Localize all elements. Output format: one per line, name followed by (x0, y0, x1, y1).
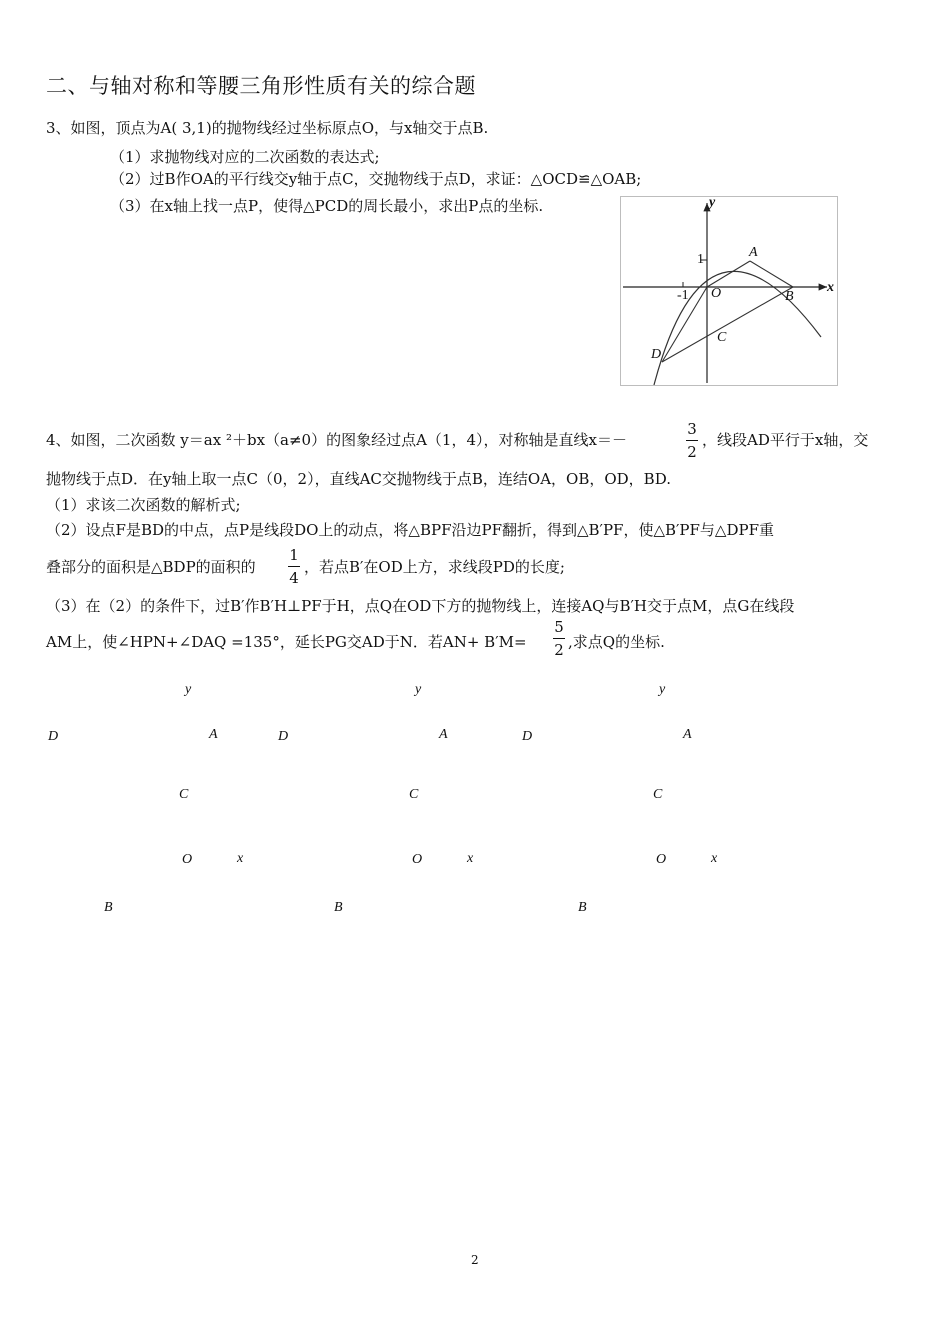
q4-fraction-5-2 (553, 618, 565, 659)
q4-fig3-a: A (683, 727, 692, 742)
section-title: 二、与轴对称和等腰三角形性质有关的综合题 (46, 74, 476, 98)
q4-fig1-o: O (182, 852, 193, 867)
q4-part3-a: （3）在（2）的条件下，过B′作B′H⊥PF于H，点Q在OD下方的抛物线上，连接AQ与B′H交于点M，点G在线段 (46, 597, 795, 615)
page-number: 2 (471, 1253, 479, 1267)
q4-frac2-num: 1 (289, 546, 299, 564)
q4-fig2-a: A (439, 727, 448, 742)
q4-fig3-o: O (656, 852, 667, 867)
q4-fig3-y: y (659, 682, 666, 697)
q4-part2-a: （2）设点F是BD的中点，点P是线段DO上的动点，将△BPF沿边PF翻折，得到△B′PF，使△B′PF与△DPF重 (46, 521, 774, 539)
q4-frac2-bar (288, 566, 300, 567)
q4-fig2-o: O (412, 852, 423, 867)
q3-label-a: A (749, 245, 758, 260)
q3-figure (620, 196, 838, 386)
q3-part2: （2）过B作OA的平行线交y轴于点C，交抛物线于点D，求证：△OCD≌△OAB; (110, 170, 642, 188)
q4-fig1-x: x (237, 851, 244, 866)
q4-fig3-d: D (522, 729, 533, 744)
q4-part1: （1）求该二次函数的解析式; (46, 496, 241, 514)
q4-fig3-c: C (653, 787, 663, 802)
q3-tick-label-neg1: -1 (677, 288, 689, 303)
q4-frac3-den: 2 (554, 641, 564, 659)
q4-fig2-d: D (278, 729, 289, 744)
q4-part2-b-a: 叠部分的面积是△BDP的面积的 (46, 558, 256, 576)
q4-frac1-den: 2 (687, 443, 697, 461)
q3-segment-ab (750, 261, 793, 287)
q3-part1: （1）求抛物线对应的二次函数的表达式; (110, 148, 380, 166)
q3-part3: （3）在x轴上找一点P，使得△PCD的周长最小，求出P点的坐标. (110, 197, 544, 215)
q4-frac2-den: 4 (289, 569, 299, 587)
q3-label-c: C (717, 330, 727, 345)
q4-frac1-bar (686, 440, 698, 441)
q4-part3-b-b: ,求点Q的坐标. (568, 633, 665, 651)
q4-fig1-b: B (104, 900, 113, 915)
q3-segment-oa (707, 261, 750, 287)
q4-part3-b-a: AM上，使∠HPN+∠DAQ =135°，延长PG交AD于N．若AN+ B′M= (46, 633, 527, 651)
q4-fig3-x: x (711, 851, 718, 866)
q3-label-d: D (651, 347, 662, 362)
q3-y-label: y (709, 195, 716, 210)
q4-fig2-b: B (334, 900, 343, 915)
q4-fig1-y: y (185, 682, 192, 697)
q4-fraction-3-2 (686, 420, 698, 461)
q4-frac3-bar (553, 638, 565, 639)
q4-part2-b-b: ，若点B′在OD上方，求线段PD的长度; (304, 558, 565, 576)
q3-label-b: B (785, 289, 794, 304)
q3-tick-label-1: 1 (697, 252, 704, 267)
q4-fraction-1-4 (288, 546, 300, 587)
q4-line1-a: 4、如图，二次函数 y＝ax ²＋bx（a≠0）的图象经过点A（1，4），对称轴是直线x＝－ (46, 431, 627, 449)
q4-line1-b: ，线段AD平行于x轴，交 (702, 431, 869, 449)
q4-line2: 抛物线于点D．在y轴上取一点C（0，2），直线AC交抛物线于点B，连结OA，OB，OD，BD. (46, 470, 671, 488)
q4-fig1-c: C (179, 787, 189, 802)
q4-fig3-b: B (578, 900, 587, 915)
q3-x-label: x (827, 280, 834, 295)
q4-fig1-d: D (48, 729, 59, 744)
q3-label-o: O (711, 286, 722, 301)
q4-fig2-x: x (467, 851, 474, 866)
q4-fig2-c: C (409, 787, 419, 802)
q4-fig2-y: y (415, 682, 422, 697)
q4-frac1-num: 3 (687, 420, 697, 438)
q3-stem: 3、如图，顶点为A( 3,1)的抛物线经过坐标原点O，与x轴交于点B. (46, 119, 489, 137)
q4-frac3-num: 5 (554, 618, 564, 636)
q4-fig1-a: A (209, 727, 218, 742)
